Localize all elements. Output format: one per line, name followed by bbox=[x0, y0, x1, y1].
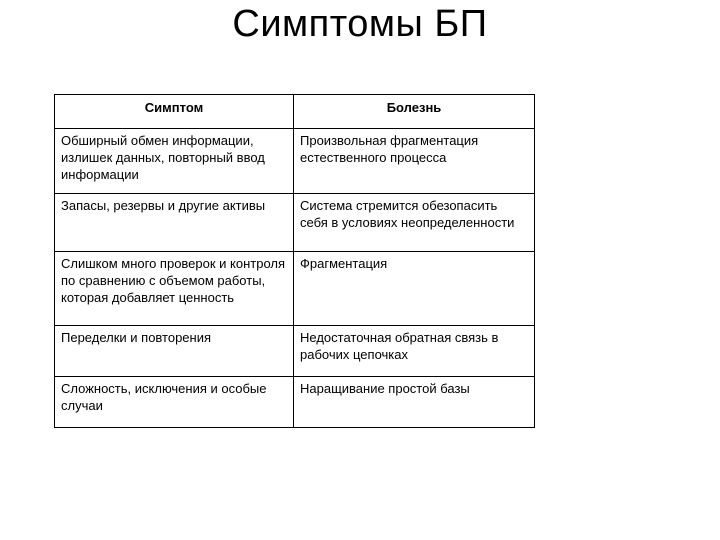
disease-cell: Наращивание простой базы bbox=[294, 377, 535, 428]
disease-cell: Фрагментация bbox=[294, 252, 535, 326]
header-disease: Болезнь bbox=[294, 95, 535, 129]
symptoms-table bbox=[54, 94, 535, 428]
symptom-cell: Обширный обмен информации, излишек данных, повторный ввод информации bbox=[55, 129, 294, 194]
header-symptom: Симптом bbox=[55, 95, 294, 129]
table-row bbox=[55, 252, 535, 326]
disease-cell: Недостаточная обратная связь в рабочих цепочках bbox=[294, 326, 535, 377]
symptom-cell: Слишком много проверок и контроля по сравнению с объемом работы, которая добавляет ценность bbox=[55, 252, 294, 326]
symptom-cell: Запасы, резервы и другие активы bbox=[55, 194, 294, 252]
table-row bbox=[55, 326, 535, 377]
table-row bbox=[55, 194, 535, 252]
table-row bbox=[55, 129, 535, 194]
slide-title: Симптомы БП bbox=[232, 3, 488, 45]
table-row bbox=[55, 377, 535, 428]
disease-cell: Произвольная фрагментация естественного процесса bbox=[294, 129, 535, 194]
symptom-cell: Сложность, исключения и особые случаи bbox=[55, 377, 294, 428]
table-header-row bbox=[55, 95, 535, 129]
disease-cell: Система стремится обезопасить себя в условиях неопределенности bbox=[294, 194, 535, 252]
symptom-cell: Переделки и повторения bbox=[55, 326, 294, 377]
